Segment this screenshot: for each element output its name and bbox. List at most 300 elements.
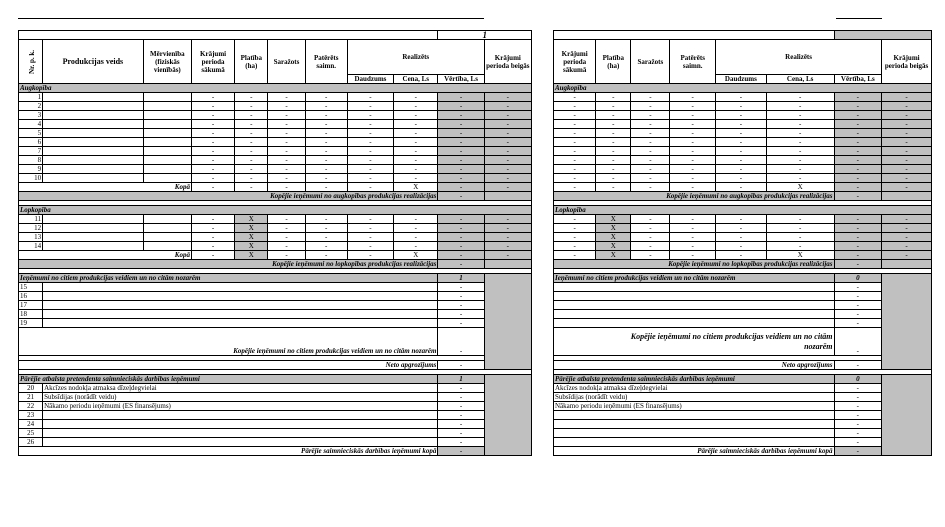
cell: - — [766, 242, 834, 251]
pareji-value: 1 — [438, 375, 484, 384]
row-label: Nākamo periodu ieņēmumi (ES finansējums) — [554, 402, 835, 411]
realizets-header: Realizēts — [715, 40, 881, 75]
cell: - — [834, 292, 882, 301]
cell: - — [554, 174, 596, 183]
row-number: 6 — [19, 138, 43, 147]
cell: - — [834, 156, 882, 165]
cell: - — [268, 93, 305, 102]
table-row — [19, 138, 532, 147]
cell: - — [631, 165, 670, 174]
daudzums-header: Daudzums — [715, 75, 766, 84]
vertiba-header: Vērtība, Ls — [438, 75, 484, 84]
cell: - — [631, 215, 670, 224]
header-top-row — [554, 31, 932, 40]
cell: - — [347, 215, 393, 224]
cell: - — [766, 156, 834, 165]
cell: - — [631, 129, 670, 138]
cell: - — [631, 174, 670, 183]
table-row — [19, 429, 532, 438]
row-label — [554, 420, 835, 429]
table-row — [19, 129, 532, 138]
cell: - — [484, 111, 531, 120]
cell: - — [438, 301, 484, 310]
row-number: 12 — [19, 224, 43, 233]
cell: - — [394, 174, 438, 183]
cell: - — [191, 251, 234, 260]
cell: - — [438, 319, 484, 328]
citi-total-row — [19, 328, 532, 356]
cell: - — [670, 251, 716, 260]
table-row — [19, 242, 532, 251]
cell: - — [268, 138, 305, 147]
cell: - — [268, 224, 305, 233]
row-number: 4 — [19, 120, 43, 129]
table-row — [554, 319, 932, 328]
cell: - — [191, 233, 234, 242]
x-mark: X — [394, 183, 438, 192]
cell: - — [715, 138, 766, 147]
platiba-header: Platība (ha) — [235, 40, 268, 84]
cell: - — [554, 215, 596, 224]
cell: - — [834, 438, 882, 447]
row-number: 1 — [19, 93, 43, 102]
x-mark: X — [596, 224, 631, 233]
cell: - — [670, 165, 716, 174]
cell: - — [766, 138, 834, 147]
cell: - — [438, 215, 484, 224]
krajumi-beigas-header: Krājumi perioda beigās — [484, 40, 531, 84]
cell: - — [834, 429, 882, 438]
cell: - — [882, 129, 932, 138]
cell: - — [438, 429, 484, 438]
cell: - — [438, 420, 484, 429]
cell: - — [882, 156, 932, 165]
cell: - — [191, 183, 234, 192]
cell: - — [631, 120, 670, 129]
cell: - — [670, 174, 716, 183]
cell: - — [438, 411, 484, 420]
cell: - — [882, 93, 932, 102]
cell: - — [596, 102, 631, 111]
x-mark: X — [394, 251, 438, 260]
cell: - — [766, 120, 834, 129]
cell: - — [631, 224, 670, 233]
cell: - — [554, 251, 596, 260]
cell: - — [268, 156, 305, 165]
cell: - — [235, 174, 268, 183]
krajumi-sakuma-header: Krājumi perioda sākumā — [554, 40, 596, 84]
cell: - — [191, 215, 234, 224]
cell: - — [631, 111, 670, 120]
cell: - — [882, 183, 932, 192]
table-row — [554, 310, 932, 319]
augkopiba-title: Augkopība — [554, 84, 932, 93]
x-mark: X — [596, 251, 631, 260]
cell: - — [715, 233, 766, 242]
right-top-line — [836, 18, 882, 19]
citi-total-label — [554, 328, 835, 356]
cell: - — [715, 93, 766, 102]
right-panel — [553, 30, 932, 456]
row-number: 22 — [19, 402, 43, 411]
cell: - — [394, 165, 438, 174]
row-label: Subsīdijas (norādīt veidu) — [43, 393, 438, 402]
row-number: 19 — [19, 319, 43, 328]
cell: - — [235, 129, 268, 138]
row-label — [554, 438, 835, 447]
cell: - — [834, 215, 882, 224]
cell: - — [394, 120, 438, 129]
lopkopiba-section-row — [19, 206, 532, 215]
row-label — [43, 438, 438, 447]
x-mark: X — [766, 183, 834, 192]
cell: - — [631, 156, 670, 165]
cell: - — [438, 156, 484, 165]
row-number: 20 — [19, 384, 43, 393]
cell: - — [268, 102, 305, 111]
cell: - — [484, 147, 531, 156]
krajumi-beigas-header: Krājumi perioda beigās — [882, 40, 932, 84]
neto-label: Neto apgrozījums — [19, 361, 438, 370]
x-mark: X — [766, 251, 834, 260]
cell: - — [670, 156, 716, 165]
cell: - — [347, 111, 393, 120]
cell: - — [394, 111, 438, 120]
cell: - — [438, 438, 484, 447]
row-number: 8 — [19, 156, 43, 165]
cell: - — [484, 156, 531, 165]
row-label — [554, 411, 835, 420]
cell: - — [191, 93, 234, 102]
table-row — [554, 429, 932, 438]
cell: - — [438, 310, 484, 319]
augkopiba-kopa-row — [554, 183, 932, 192]
table-row — [19, 411, 532, 420]
cell: - — [834, 165, 882, 174]
cell: - — [394, 129, 438, 138]
cell: - — [484, 224, 531, 233]
cell: - — [670, 224, 716, 233]
cell: - — [834, 310, 882, 319]
cell: - — [715, 165, 766, 174]
cell: - — [305, 174, 347, 183]
cell: - — [438, 402, 484, 411]
table-row — [554, 411, 932, 420]
cell: - — [305, 251, 347, 260]
platiba-header: Platība (ha) — [596, 40, 631, 84]
cell: - — [484, 93, 531, 102]
cell: - — [554, 129, 596, 138]
x-mark: X — [235, 233, 268, 242]
table-row — [554, 283, 932, 292]
lopkopiba-title: Lopkopība — [554, 206, 932, 215]
cell: - — [268, 165, 305, 174]
pareji-total-row — [554, 447, 932, 456]
lopkopiba-total-row — [554, 260, 932, 269]
cell: - — [631, 102, 670, 111]
cell: - — [596, 93, 631, 102]
cell: - — [191, 156, 234, 165]
cell: - — [268, 120, 305, 129]
cell: - — [394, 93, 438, 102]
cell: - — [715, 102, 766, 111]
table-row — [554, 393, 932, 402]
augkopiba-total-row — [19, 192, 532, 201]
cell: - — [394, 224, 438, 233]
row-label: Nākamo periodu ieņēmumi (ES finansējums) — [43, 402, 438, 411]
table-row — [19, 102, 532, 111]
cell: - — [235, 120, 268, 129]
cell: - — [305, 147, 347, 156]
table-row — [554, 420, 932, 429]
table-row — [19, 165, 532, 174]
cell: - — [834, 384, 882, 393]
cell: - — [834, 183, 882, 192]
x-mark: X — [235, 224, 268, 233]
citi-value: 0 — [834, 274, 882, 283]
cell: - — [834, 301, 882, 310]
cell: - — [670, 183, 716, 192]
paterets-header: Patērēts saimn. — [670, 40, 716, 84]
augkopiba-total-label: Kopējie ieņēmumi no augkopības produkcijas realizācijas — [19, 192, 438, 201]
cell: - — [268, 147, 305, 156]
row-number: 2 — [19, 102, 43, 111]
cell: - — [766, 147, 834, 156]
lopkopiba-kopa-row — [554, 251, 932, 260]
cell: - — [834, 361, 882, 370]
table-row — [19, 402, 532, 411]
cell: - — [191, 242, 234, 251]
cell: - — [235, 165, 268, 174]
row-number: 14 — [19, 242, 43, 251]
cell: - — [305, 165, 347, 174]
table-row — [554, 129, 932, 138]
cell: - — [305, 138, 347, 147]
cell: - — [670, 93, 716, 102]
cell: - — [347, 183, 393, 192]
cell: - — [596, 183, 631, 192]
cell: - — [834, 447, 882, 456]
row-number: 21 — [19, 393, 43, 402]
cell: - — [347, 147, 393, 156]
cell: - — [766, 233, 834, 242]
cell: - — [438, 192, 484, 201]
cell: - — [631, 138, 670, 147]
citi-total-label-line1: Kopējie ieņēmumi no citiem produkcijas veidiem un no citām — [630, 331, 833, 341]
row-number: 17 — [19, 301, 43, 310]
cell: - — [305, 156, 347, 165]
cell: - — [834, 328, 882, 356]
table-row — [554, 165, 932, 174]
augkopiba-section-row — [19, 84, 532, 93]
vertiba-header: Vērtība, Ls — [834, 75, 882, 84]
cell: - — [484, 233, 531, 242]
cell: - — [631, 183, 670, 192]
cell: - — [394, 156, 438, 165]
pareji-total-label: Pārējie saimnieciskās darbības ieņēmumi kopā — [19, 447, 438, 456]
citi-value: 1 — [438, 274, 484, 283]
cell: - — [834, 251, 882, 260]
cell: - — [631, 251, 670, 260]
cell: - — [305, 183, 347, 192]
x-mark: X — [596, 233, 631, 242]
cell: - — [715, 224, 766, 233]
nr-header: Nr. p. k. — [19, 40, 43, 84]
table-row — [19, 384, 532, 393]
table-row — [19, 156, 532, 165]
cell: - — [834, 111, 882, 120]
cell: - — [766, 215, 834, 224]
lopkopiba-total-label: Kopējie ieņēmumi no lopkopības produkcijas realizācijas — [19, 260, 438, 269]
cell: - — [438, 283, 484, 292]
row-number: 16 — [19, 292, 43, 301]
row-label: Subsīdijas (norādīt veidu) — [554, 393, 835, 402]
table-row — [554, 242, 932, 251]
cell: - — [268, 251, 305, 260]
cell: - — [438, 138, 484, 147]
cell: - — [834, 129, 882, 138]
cell: - — [235, 156, 268, 165]
header-top-row — [19, 31, 532, 40]
table-row — [19, 147, 532, 156]
right-income-table — [553, 30, 932, 456]
cell: - — [715, 183, 766, 192]
cell: - — [596, 174, 631, 183]
cell: - — [882, 251, 932, 260]
table-row — [19, 174, 532, 183]
cell: - — [191, 120, 234, 129]
cell: - — [631, 233, 670, 242]
augkopiba-total-label: Kopējie ieņēmumi no augkopības produkcijas realizācijas — [554, 192, 835, 201]
row-label: Akcīzes nodokļa atmaksa dīzeļdegvielai — [43, 384, 438, 393]
cell: - — [834, 411, 882, 420]
cell: - — [347, 93, 393, 102]
table-row — [19, 420, 532, 429]
table-row — [19, 233, 532, 242]
cell: - — [438, 102, 484, 111]
cell: - — [438, 120, 484, 129]
cell: - — [484, 129, 531, 138]
x-mark: X — [596, 215, 631, 224]
cell: - — [834, 283, 882, 292]
mervieniba-header: Mērvienība (fiziskās vienībās) — [143, 40, 191, 84]
cell: - — [834, 319, 882, 328]
cell: - — [438, 233, 484, 242]
cell: - — [834, 233, 882, 242]
cell: - — [882, 138, 932, 147]
table-row — [19, 310, 532, 319]
cell: - — [347, 165, 393, 174]
cell: - — [766, 111, 834, 120]
cell: - — [715, 251, 766, 260]
cell: - — [394, 147, 438, 156]
x-mark: X — [235, 242, 268, 251]
cell: - — [834, 402, 882, 411]
citi-section-row — [554, 274, 932, 283]
pareji-section-row — [554, 375, 932, 384]
cell: - — [235, 183, 268, 192]
cell: - — [347, 251, 393, 260]
header-row — [19, 40, 532, 75]
cell: - — [670, 111, 716, 120]
row-number: 3 — [19, 111, 43, 120]
table-row — [19, 215, 532, 224]
table-row — [554, 138, 932, 147]
cell: - — [715, 147, 766, 156]
table-row — [554, 93, 932, 102]
cell: - — [438, 224, 484, 233]
lopkopiba-total-label: Kopējie ieņēmumi no lopkopības produkcijas realizācijas — [554, 260, 835, 269]
pareji-title: Pārējie atbalsta pretendenta saimnieciskās darbības ieņēmumi — [19, 375, 438, 384]
cell: - — [554, 156, 596, 165]
sarazots-header: Saražots — [631, 40, 670, 84]
cell: - — [834, 393, 882, 402]
cell: - — [670, 147, 716, 156]
cell: - — [484, 242, 531, 251]
cell: - — [596, 138, 631, 147]
cell: - — [235, 147, 268, 156]
table-row — [554, 111, 932, 120]
table-row — [19, 224, 532, 233]
cell: - — [347, 138, 393, 147]
cell: - — [191, 111, 234, 120]
cell: - — [834, 147, 882, 156]
cell: - — [305, 129, 347, 138]
sarazots-header: Saražots — [268, 40, 305, 84]
cena-header: Cena, Ls — [394, 75, 438, 84]
cell: - — [347, 174, 393, 183]
cell: - — [670, 138, 716, 147]
table-row — [554, 156, 932, 165]
cell: - — [596, 129, 631, 138]
cell: - — [766, 129, 834, 138]
row-label: Akcīzes nodokļa atmaksa dīzeļdegvielai — [554, 384, 835, 393]
cell: - — [305, 93, 347, 102]
cell: - — [438, 129, 484, 138]
row-number: 15 — [19, 283, 43, 292]
row-label — [554, 429, 835, 438]
citi-title: Ieņēmumi no citiem produkcijas veidiem un no citām nozarēm — [554, 274, 835, 283]
row-label — [43, 411, 438, 420]
pareji-total-label: Pārējie saimnieciskās darbības ieņēmumi kopā — [554, 447, 835, 456]
cell: - — [305, 102, 347, 111]
cell: - — [394, 242, 438, 251]
cell: - — [766, 102, 834, 111]
cell: - — [715, 129, 766, 138]
cell: - — [882, 174, 932, 183]
cell: - — [834, 102, 882, 111]
table-row — [554, 102, 932, 111]
cell: - — [484, 102, 531, 111]
row-number: 5 — [19, 129, 43, 138]
lopkopiba-title: Lopkopība — [19, 206, 532, 215]
table-row — [19, 393, 532, 402]
cell: - — [438, 251, 484, 260]
row-number: 24 — [19, 420, 43, 429]
cell: - — [715, 174, 766, 183]
daudzums-header: Daudzums — [347, 75, 393, 84]
neto-row — [554, 361, 932, 370]
cell: - — [438, 260, 484, 269]
cell: - — [438, 165, 484, 174]
cell: - — [191, 224, 234, 233]
cell: - — [347, 129, 393, 138]
cell: - — [882, 120, 932, 129]
cell: - — [882, 147, 932, 156]
cell: - — [305, 111, 347, 120]
cell: - — [715, 242, 766, 251]
header-row — [554, 40, 932, 75]
